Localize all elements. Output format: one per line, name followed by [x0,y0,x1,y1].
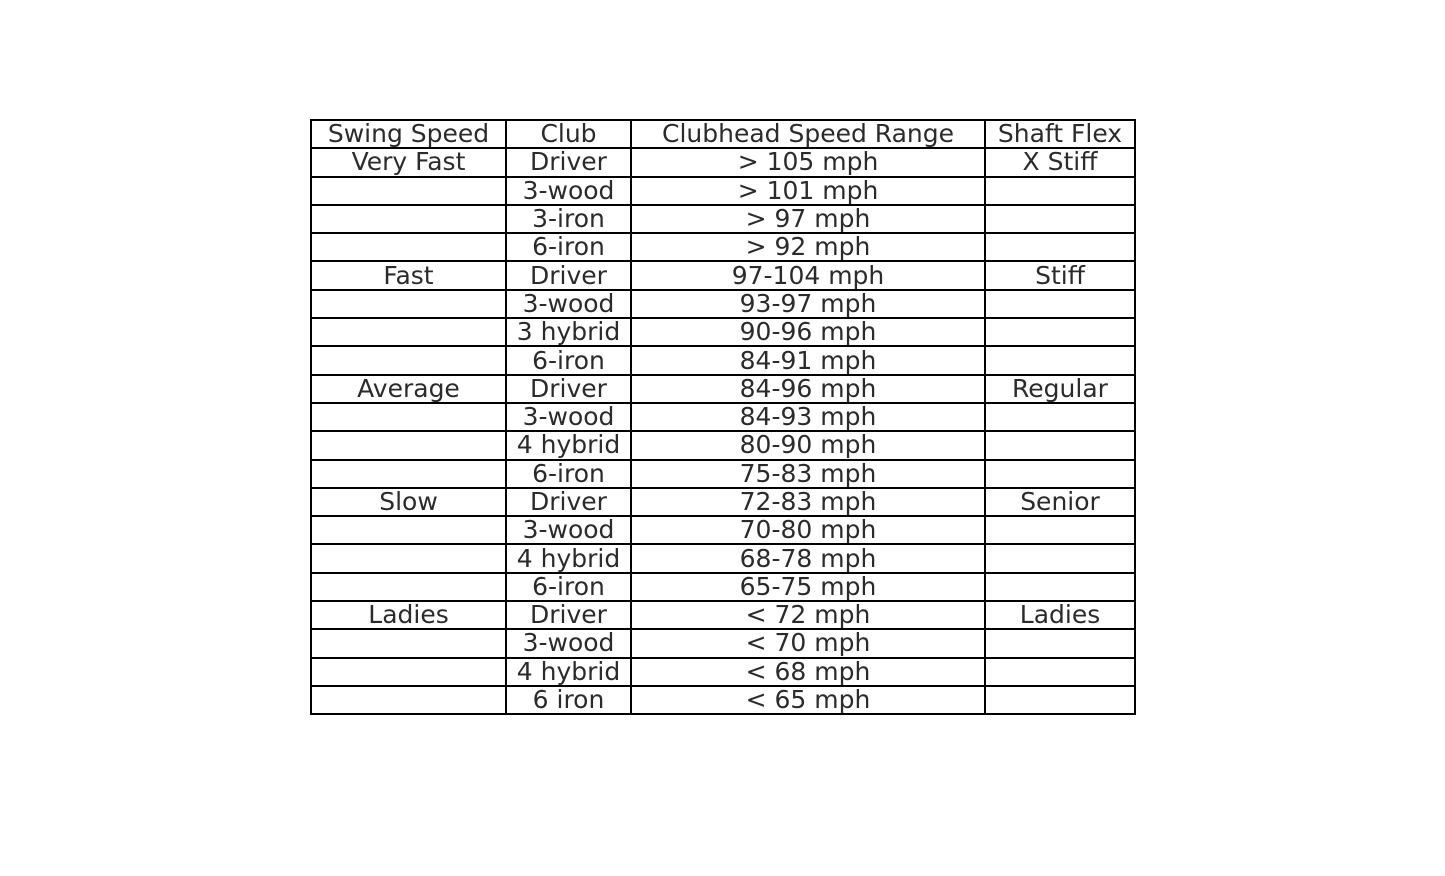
clubhead-speed-range-cell: < 65 mph [631,686,985,714]
header-clubhead-speed-range: Clubhead Speed Range [631,120,985,148]
swing-speed-cell [311,403,506,431]
shaft-flex-cell [985,686,1135,714]
club-cell: Driver [506,601,631,629]
swing-speed-cell [311,318,506,346]
swing-speed-cell [311,177,506,205]
table-row [311,375,1135,403]
shaft-flex-cell [985,460,1135,488]
club-cell: Driver [506,488,631,516]
clubhead-speed-range-cell: 93-97 mph [631,290,985,318]
shaft-flex-cell: Regular [985,375,1135,403]
club-cell: Driver [506,375,631,403]
swing-speed-cell: Ladies [311,601,506,629]
club-cell: 3-iron [506,205,631,233]
swing-speed-cell [311,516,506,544]
clubhead-speed-range-cell: 84-93 mph [631,403,985,431]
table-row [311,403,1135,431]
swing-speed-cell [311,431,506,459]
shaft-flex-cell: Ladies [985,601,1135,629]
swing-speed-cell [311,346,506,374]
clubhead-speed-range-cell: < 68 mph [631,658,985,686]
header-club: Club [506,120,631,148]
clubhead-speed-range-cell: > 105 mph [631,148,985,176]
clubhead-speed-range-cell: < 70 mph [631,629,985,657]
clubhead-speed-range-cell: 68-78 mph [631,544,985,572]
club-cell: 4 hybrid [506,544,631,572]
shaft-flex-cell [985,658,1135,686]
table-body [311,148,1135,714]
club-cell: Driver [506,148,631,176]
club-cell: Driver [506,261,631,289]
swing-speed-cell [311,233,506,261]
club-cell: 6-iron [506,460,631,488]
club-cell: 6-iron [506,346,631,374]
clubhead-speed-range-cell: 75-83 mph [631,460,985,488]
swing-speed-cell [311,686,506,714]
swing-speed-cell [311,205,506,233]
shaft-flex-cell: Senior [985,488,1135,516]
shaft-flex-cell [985,290,1135,318]
table-row [311,346,1135,374]
table-row [311,629,1135,657]
swing-speed-cell: Slow [311,488,506,516]
shaft-flex-cell: X Stiff [985,148,1135,176]
shaft-flex-cell [985,573,1135,601]
swing-speed-cell: Average [311,375,506,403]
table-row [311,686,1135,714]
table-row [311,261,1135,289]
table-row [311,573,1135,601]
shaft-flex-cell: Stiff [985,261,1135,289]
club-cell: 3-wood [506,290,631,318]
table-row [311,516,1135,544]
club-cell: 3-wood [506,177,631,205]
table-row [311,601,1135,629]
shaft-flex-cell [985,403,1135,431]
clubhead-speed-range-cell: > 97 mph [631,205,985,233]
shaft-flex-cell [985,544,1135,572]
swing-speed-cell [311,290,506,318]
swing-speed-cell: Very Fast [311,148,506,176]
table-row [311,488,1135,516]
club-cell: 3-wood [506,629,631,657]
club-cell: 4 hybrid [506,658,631,686]
clubhead-speed-range-cell: 65-75 mph [631,573,985,601]
club-cell: 3 hybrid [506,318,631,346]
swing-speed-cell [311,544,506,572]
shaft-flex-cell [985,629,1135,657]
shaft-flex-cell [985,318,1135,346]
club-cell: 3-wood [506,516,631,544]
table-row [311,233,1135,261]
clubhead-speed-range-cell: > 101 mph [631,177,985,205]
header-shaft-flex: Shaft Flex [985,120,1135,148]
swing-speed-cell [311,658,506,686]
club-cell: 6 iron [506,686,631,714]
clubhead-speed-range-cell: 72-83 mph [631,488,985,516]
club-cell: 6-iron [506,573,631,601]
table-row [311,148,1135,176]
clubhead-speed-range-cell: < 72 mph [631,601,985,629]
table-row [311,177,1135,205]
table-row [311,431,1135,459]
shaft-flex-cell [985,233,1135,261]
clubhead-speed-range-cell: 97-104 mph [631,261,985,289]
table-row [311,205,1135,233]
clubhead-speed-range-cell: 84-96 mph [631,375,985,403]
shaft-flex-cell [985,177,1135,205]
clubhead-speed-range-cell: 84-91 mph [631,346,985,374]
clubhead-speed-range-cell: 80-90 mph [631,431,985,459]
table-row [311,318,1135,346]
shaft-flex-cell [985,346,1135,374]
club-cell: 3-wood [506,403,631,431]
shaft-flex-table [310,119,1136,715]
header-swing-speed: Swing Speed [311,120,506,148]
table-row [311,544,1135,572]
shaft-flex-cell [985,431,1135,459]
table-row [311,658,1135,686]
table-header-row [311,120,1135,148]
club-cell: 4 hybrid [506,431,631,459]
clubhead-speed-range-cell: 70-80 mph [631,516,985,544]
table-row [311,290,1135,318]
swing-speed-cell: Fast [311,261,506,289]
shaft-flex-cell [985,205,1135,233]
clubhead-speed-range-cell: 90-96 mph [631,318,985,346]
swing-speed-cell [311,573,506,601]
clubhead-speed-range-cell: > 92 mph [631,233,985,261]
shaft-flex-cell [985,516,1135,544]
table-row [311,460,1135,488]
club-cell: 6-iron [506,233,631,261]
swing-speed-cell [311,460,506,488]
swing-speed-cell [311,629,506,657]
